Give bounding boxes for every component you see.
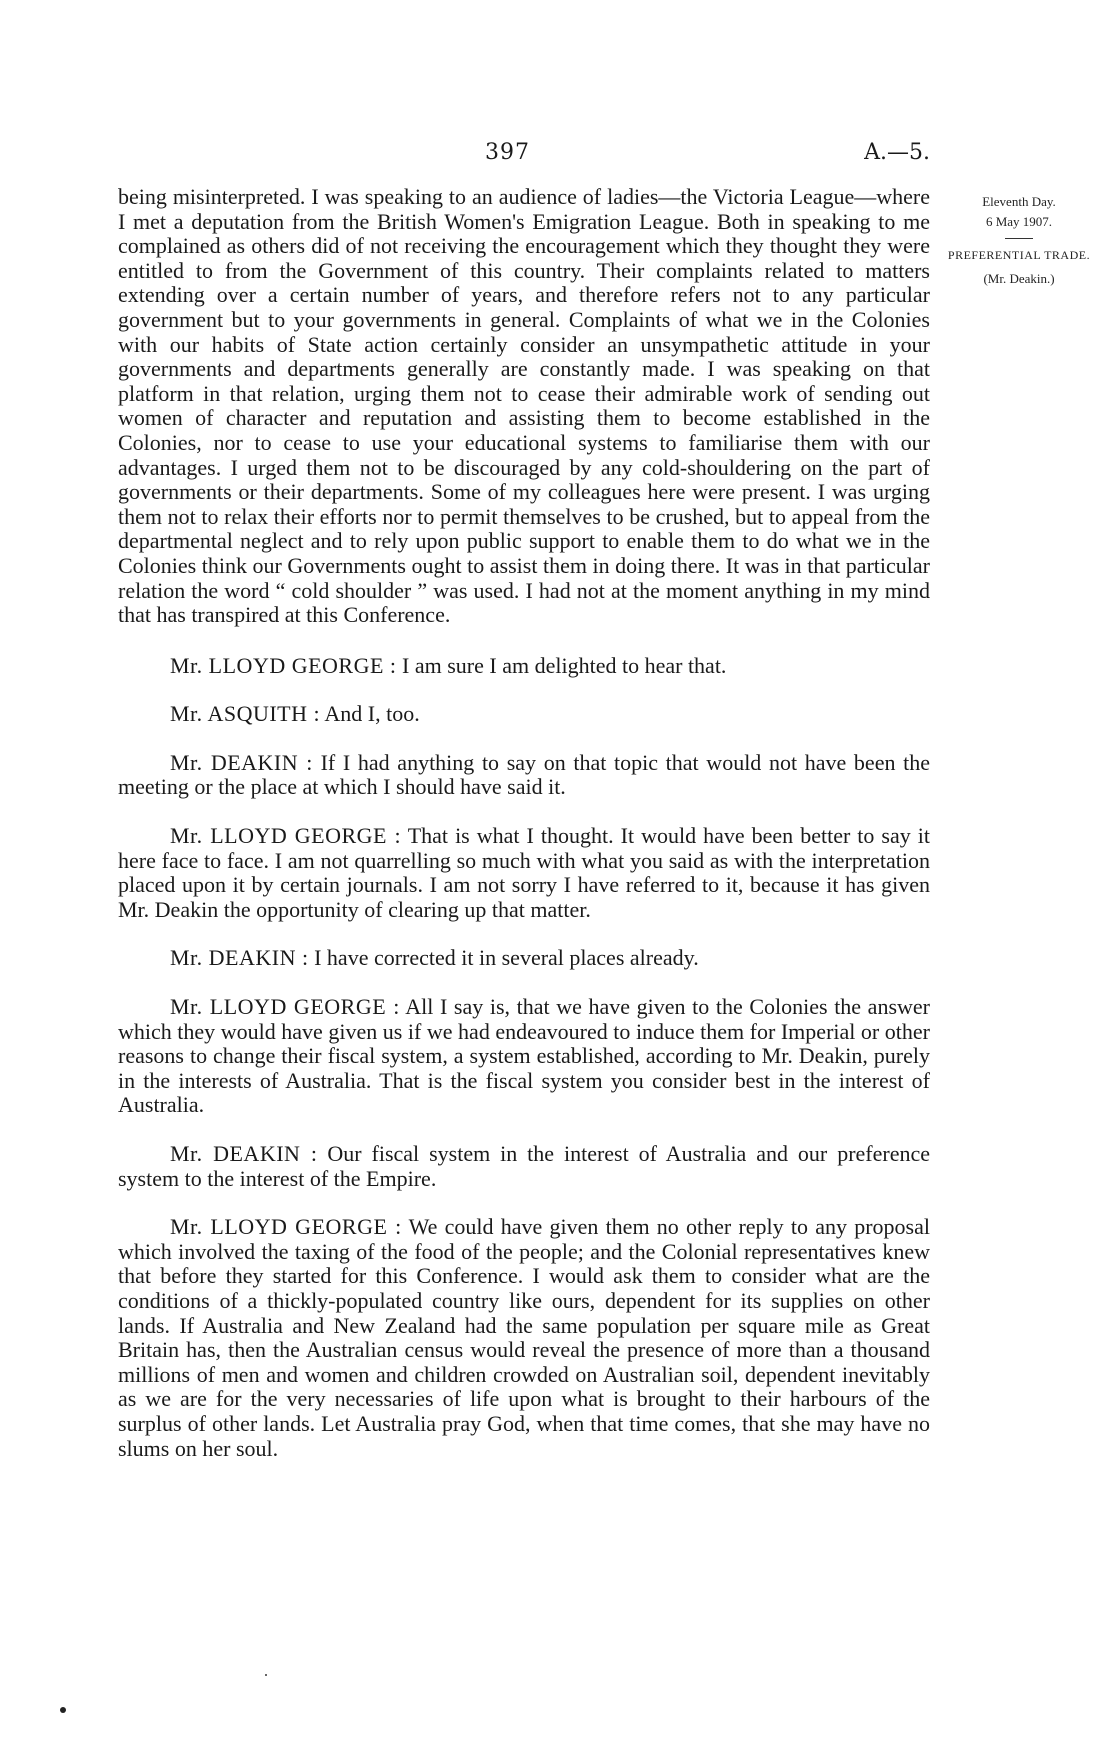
speech-paragraph [118,702,930,727]
speech-text: Our fiscal system in the interest of Australia and our preference system to the interest of the Empire. [118,1141,930,1191]
speaker-name: Mr. DEAKIN : [170,749,313,775]
speaker-name: Mr. LLOYD GEORGE : [170,1214,402,1240]
speech-text: And I, too. [320,701,420,727]
paragraph-text: being misinterpreted. I was speaking to an audience of ladies—the Victoria League—where I met a deputation from the British Women's Emigration League. Both in speaking to me complained as others did of not receiving the encouragement which they thought they were entitled to from the Government of this country. Their complaints related to matters extending over a certain number of years, and therefore refers not to any particular government but to your governments in general. Complaints of what we in the Colonies with our habits of State action certainly consider an unsympathetic attitude in your governments and departments generally are constantly made. I was speaking on that platform in that relation, urging them not to cease their admirable work of sending out women of character and reputation and assisting them to become established in the Colonies, nor to cease to use your educational systems to familiarise them with our advantages. I urged them not to be discouraged by any cold-shouldering on the part of governments or their departments. Some of my colleagues here were present. I was urging them not to relax their efforts nor to permit themselves to be crushed, but to appeal from the departmental neglect and to rely upon public support to enable them to do what we in the Colonies think our Governments ought to assist them in doing there. It was in that particular relation the word “ cold shoulder ” was used. I had not at the moment anything in my mind that has transpired at this Conference. [118,184,930,628]
speaker-name: Mr. LLOYD GEORGE : [170,652,397,678]
margin-note [944,192,1094,289]
paragraph-continuation [118,185,930,628]
margin-date: 6 May 1907. [985,214,1053,229]
speech-paragraph [118,995,930,1118]
speech-paragraph [118,1142,930,1191]
speaker-name: Mr. LLOYD GEORGE : [170,823,402,849]
speech-text: If I had anything to say on that topic that would not have been the meeting or the place at which I should have said it. [118,749,930,800]
scan-speck [265,1674,267,1676]
speech-text: All I say is, that we have given to the Colonies the answer which they would have given us if we had endeavoured to induce them for Imperial or other reasons to change their fiscal system, a system established, according to Mr. Deakin, purely in the interests of Australia. That is the fiscal system you consider best in the interest of Australia. [118,994,930,1118]
speech-paragraph [118,824,930,922]
page-header [120,140,930,170]
speech-text: We could have given them no other reply to any proposal which involved the taxing of the food of the people; and the Colonial representatives knew that before they started for this Conference. I would ask them to consider what are the conditions of a thickly-populated country like ours, dependent for its supplies on other lands. If Australia and New Zealand had the same population per square mile as Great Britain has, then the Australian census would reveal the presence of more than a thousand millions of men and women and children crowded on Australian soil, dependent inevitably as we are for the very necessaries of life upon what is brought to their harbours of the surplus of other lands. Let Australia pray God, when that time comes, that she may have no slums on her soul. [118,1214,930,1461]
speaker-name: Mr. DEAKIN : [170,1141,318,1166]
margin-bullet-mark [60,1707,66,1713]
document-body [118,185,930,1485]
speech-text: I have corrected it in several places already. [308,945,699,971]
speaker-name: Mr. DEAKIN : [170,945,309,971]
speech-paragraph [118,654,930,679]
speech-text: That is what I thought. It would have been better to say it here face to face. I am not quarrelling so much with what you said as with the interpretation placed upon it by certain journals. I am not sorry I have referred to it, because it has given Mr. Deakin the opportunity of clearing up that matter. [118,823,930,922]
speech-paragraph [118,946,930,971]
speaker-name: Mr. LLOYD GEORGE : [170,994,400,1020]
margin-speaker: (Mr. Deakin.) [983,271,1055,286]
speech-paragraph [118,751,930,800]
page-number: 397 [485,140,530,165]
speech-paragraph [118,1215,930,1461]
speaker-name: Mr. ASQUITH : [170,701,321,727]
margin-divider [1005,238,1033,239]
series-reference: A.—5. [864,140,930,165]
margin-day: Eleventh Day. [982,194,1056,209]
speech-text: I am sure I am delighted to hear that. [396,652,727,678]
margin-topic: PREFERENTIAL TRADE. [947,248,1091,262]
